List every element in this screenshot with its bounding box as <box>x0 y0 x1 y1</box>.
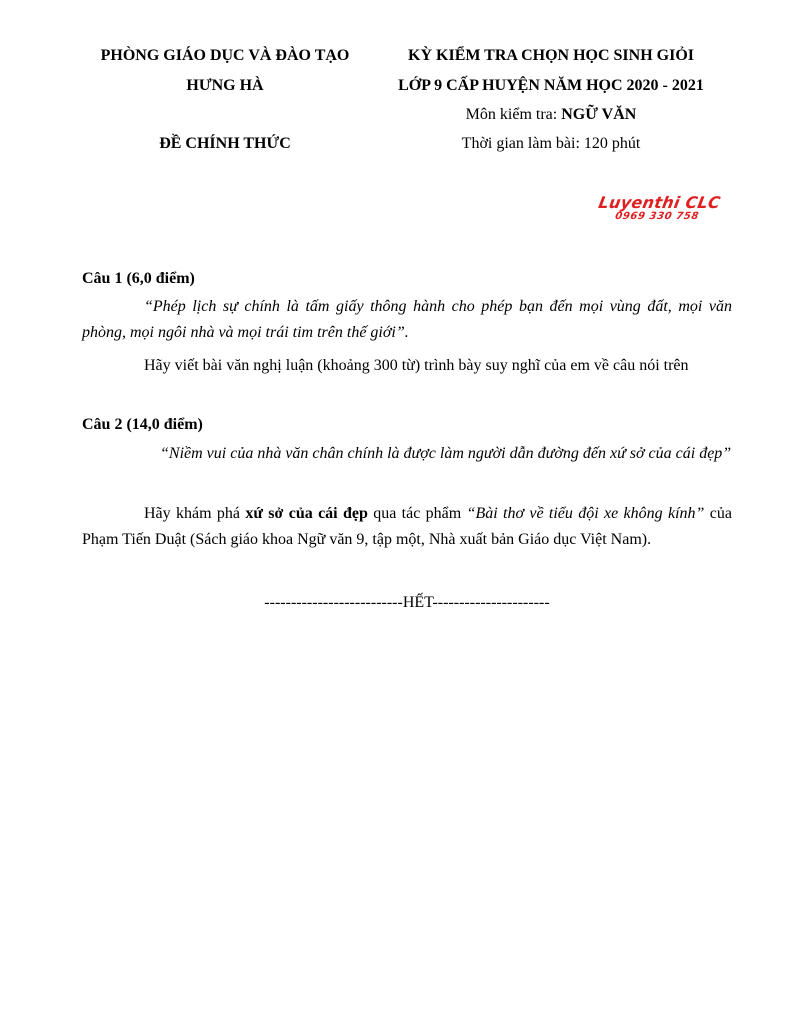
exam-title: KỲ KIỂM TRA CHỌN HỌC SINH GIỎI <box>408 47 694 64</box>
task-work-title: “Bài thơ về tiểu đội xe không kính” <box>466 505 705 522</box>
subject-label: Môn kiểm tra: <box>465 106 562 123</box>
exam-grade-year: LỚP 9 CẤP HUYỆN NĂM HỌC 2020 - 2021 <box>398 77 704 94</box>
question1-title: Câu 1 (6,0 điểm) <box>82 270 195 287</box>
task-text-1: Hãy khám phá <box>144 505 246 522</box>
department-name: PHÒNG GIÁO DỤC VÀ ĐÀO TẠO <box>100 47 350 64</box>
official-exam-label: ĐỀ CHÍNH THỨC <box>159 135 291 152</box>
question2-task <box>82 501 732 553</box>
exam-duration: Thời gian làm bài: 120 phút <box>461 135 641 152</box>
question2-title: Câu 2 (14,0 điểm) <box>82 416 203 433</box>
question1-task: Hãy viết bài văn nghị luận (khoảng 300 từ) trình bày suy nghĩ của em về câu nói trên <box>144 357 689 374</box>
question1-quote: “Phép lịch sự chính là tấm giấy thông hành cho phép bạn đến mọi vùng đất, mọi văn phòng, mọi ngôi nhà và mọi trái tim trên thế giới”. <box>82 298 732 341</box>
task-text-2: qua tác phẩm <box>367 505 467 522</box>
logo-phone: 0969 330 758 <box>614 211 700 222</box>
exam-subject <box>378 106 724 124</box>
task-text-3: của Phạm Tiến Duật (Sách giáo khoa Ngữ văn 9, tập một, Nhà xuất bản Giáo dục Việt Nam). <box>82 505 733 548</box>
subject-value: NGỮ VĂN <box>561 106 637 123</box>
luyenthi-logo <box>579 194 737 228</box>
logo-title: Luyenthi CLC <box>596 193 722 212</box>
task-bold-phrase: xứ sở của cái đẹp <box>245 505 368 522</box>
district-name: HƯNG HÀ <box>186 77 264 94</box>
end-marker: --------------------------HẾT---------------------- <box>264 594 550 611</box>
question2-quote: “Niềm vui của nhà văn chân chính là được làm người dẫn đường đến xứ sở của cái đẹp” <box>160 445 732 462</box>
